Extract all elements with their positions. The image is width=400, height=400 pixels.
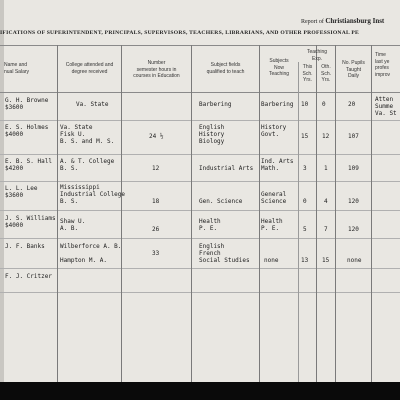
- subject-teaching: Barbering: [261, 101, 294, 108]
- row-divider: [0, 238, 400, 239]
- teacher-name: G. H. Browne: [5, 97, 49, 104]
- college: B. S.: [60, 165, 79, 172]
- exp-this-school: 3: [303, 165, 307, 172]
- row-divider: [0, 181, 400, 182]
- teacher-name: F. J. Critzer: [5, 273, 52, 280]
- college: B. S. and M. S.: [60, 138, 115, 145]
- column-rule: [316, 45, 317, 382]
- column-rule: [371, 45, 372, 382]
- education-hours: 18: [152, 198, 160, 205]
- improvement-note: Va. St: [375, 110, 397, 117]
- subject-teaching: P. E.: [261, 225, 280, 232]
- exp-other-school: 12: [322, 133, 330, 140]
- table-top-rule: [0, 45, 400, 46]
- teacher-salary: $4000: [5, 222, 24, 229]
- header-bottom-rule: [0, 92, 400, 93]
- report-heading: [301, 17, 384, 25]
- exp-this-school: 10: [301, 101, 309, 108]
- col-header-experience: Teaching Exp.: [306, 49, 327, 62]
- college: Va. State: [60, 124, 93, 131]
- exp-this-school: 5: [303, 226, 307, 233]
- column-rule: [191, 45, 192, 382]
- page-fold: [0, 0, 4, 382]
- school-name: Christiansburg Inst: [325, 17, 385, 25]
- column-rule: [121, 45, 122, 382]
- teacher-salary: $3600: [5, 192, 24, 199]
- column-rule: [259, 45, 260, 382]
- pupils-taught: 107: [348, 133, 359, 140]
- education-hours: 12: [152, 165, 160, 172]
- subject-field: Health: [199, 218, 221, 225]
- subject-field: Barbering: [199, 101, 232, 108]
- college: Mississippi: [60, 184, 100, 191]
- exp-other-school: 7: [324, 226, 328, 233]
- pupils-taught: none: [347, 257, 362, 264]
- subject-teaching: Ind. Arts: [261, 158, 294, 165]
- pupils-taught: 20: [348, 101, 356, 108]
- subject-field: Industrial Arts: [199, 165, 254, 172]
- col-header-improvement: Time last ye profes improv: [375, 52, 391, 78]
- row-divider: [0, 292, 400, 293]
- college: A. & T. College: [60, 158, 115, 165]
- row-divider: [0, 120, 400, 121]
- row-divider: [0, 154, 400, 155]
- pupils-taught: 120: [348, 198, 359, 205]
- report-prefix: Report of: [301, 19, 324, 25]
- improvement-note: Summe: [375, 103, 394, 110]
- subject-field: Biology: [199, 138, 225, 145]
- teacher-name: J. S. Williams: [5, 215, 56, 222]
- improvement-note: Atten: [375, 96, 394, 103]
- teacher-name: E. B. S. Hall: [5, 158, 52, 165]
- subject-field: P. E.: [199, 225, 218, 232]
- col-header-college: College attended and degree received: [65, 62, 114, 75]
- subject-field: French: [199, 250, 221, 257]
- teacher-name: E. S. Holmes: [5, 124, 49, 131]
- pupils-taught: 120: [348, 226, 359, 233]
- column-rule: [335, 45, 336, 382]
- exp-this-school: 13: [301, 257, 309, 264]
- column-rule: [57, 45, 58, 382]
- col-header-pupils: No. Pupils Taught Daily: [342, 60, 365, 79]
- exp-other-school: 15: [322, 257, 330, 264]
- teacher-salary: $3600: [5, 104, 24, 111]
- college: A. B.: [60, 225, 79, 232]
- teacher-salary: $4000: [5, 131, 24, 138]
- exp-this-school: 0: [303, 198, 307, 205]
- exp-other-school: 0: [322, 101, 326, 108]
- exp-this-school: 15: [301, 133, 309, 140]
- subject-teaching: History: [261, 124, 287, 131]
- exp-other-school: 4: [324, 198, 328, 205]
- education-hours: 33: [152, 250, 160, 257]
- college: Fisk U.: [60, 131, 86, 138]
- college: Industrial College: [60, 191, 126, 198]
- teacher-name: J. F. Banks: [5, 243, 45, 250]
- subject-field: Gen. Science: [199, 198, 243, 205]
- col-header-fields: Subject fields qualified to teach: [206, 62, 245, 75]
- row-divider: [0, 268, 400, 269]
- col-header-other-school: Oth. Sch. Yrs.: [320, 64, 331, 83]
- subject-teaching: Govt.: [261, 131, 280, 138]
- col-header-name: Name and nual Salary: [4, 62, 30, 75]
- subject-field: English: [199, 243, 225, 250]
- subject-field: History: [199, 131, 225, 138]
- col-header-this-school: This Sch. Yrs.: [302, 64, 313, 83]
- college: Hampton M. A.: [60, 257, 107, 264]
- education-hours: 26: [152, 226, 160, 233]
- col-header-teaching: Subjects Now Teaching: [268, 58, 289, 77]
- form-title: IFICATIONS OF SUPERINTENDENT, PRINCIPALS, SUPERVISORS, TEACHERS, LIBRARIANS, AND OTHER PROFESSIONAL PE: [0, 30, 359, 36]
- subject-teaching: Science: [261, 198, 287, 205]
- column-rule: [298, 62, 299, 382]
- subject-teaching: Math.: [261, 165, 280, 172]
- teacher-name: L. L. Lee: [5, 185, 38, 192]
- subject-field: Social Studies: [199, 257, 250, 264]
- subject-teaching: General: [261, 191, 287, 198]
- subject-teaching: none: [264, 257, 279, 264]
- college: B. S.: [60, 198, 79, 205]
- college: Va. State: [76, 101, 109, 108]
- subject-field: English: [199, 124, 225, 131]
- exp-other-school: 1: [324, 165, 328, 172]
- college: Wilberforce A. B.: [60, 243, 122, 250]
- row-divider: [0, 210, 400, 211]
- pupils-taught: 109: [348, 165, 359, 172]
- college: Shaw U.: [60, 218, 86, 225]
- col-header-hours: Number semester hours in courses in Education: [133, 60, 180, 79]
- education-hours: 24 ½: [149, 133, 164, 140]
- subject-teaching: Health: [261, 218, 283, 225]
- teacher-salary: $4200: [5, 165, 24, 172]
